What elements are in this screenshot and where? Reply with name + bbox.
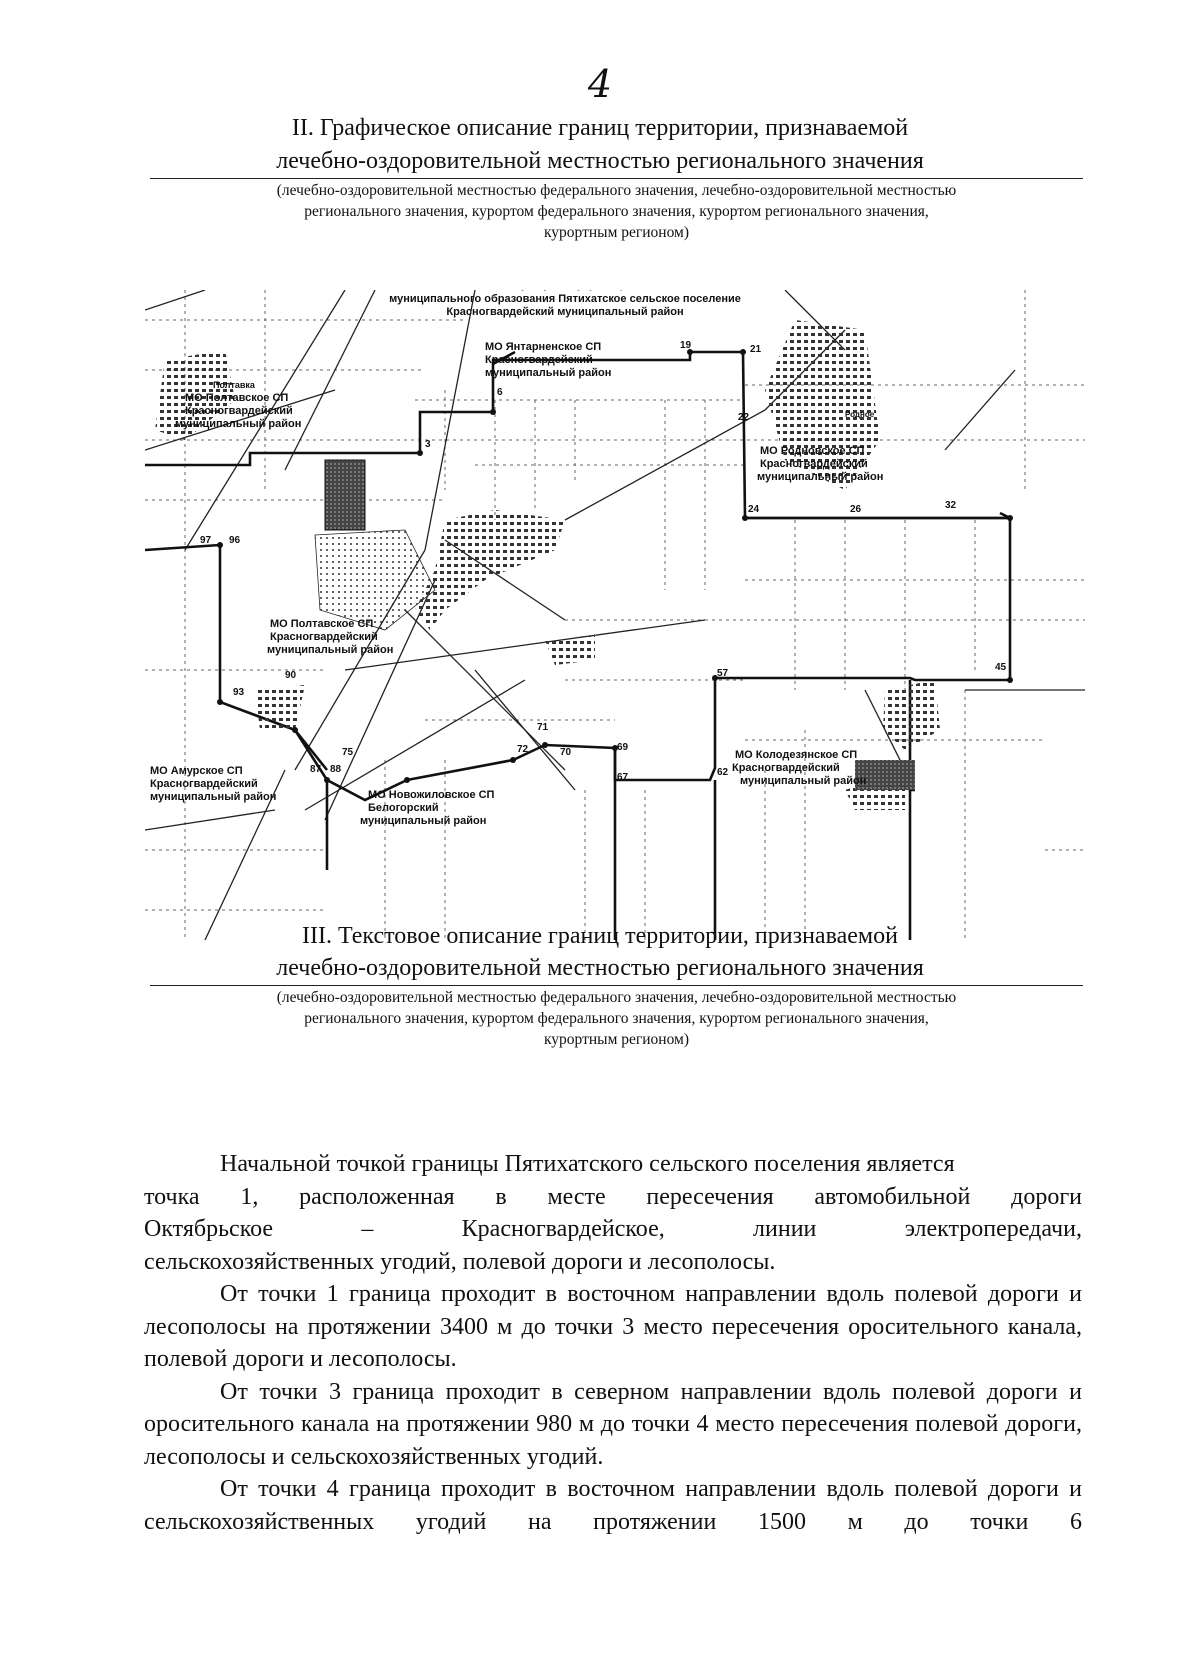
map-point-19: 19 <box>680 340 692 351</box>
paragraph-4: От точки 4 граница проходит в восточном направлении вдоль полевой дороги и сельскохозяйственных угодий на протяжении 1500 м до точки 6 <box>144 1476 1082 1535</box>
section-3-title-line-2: лечебно-оздоровительной местностью регионального значения <box>276 955 924 981</box>
section-3-title-line-1: III. Текстовое описание границ территории, признаваемой <box>302 923 898 949</box>
map-point-57: 57 <box>717 668 729 679</box>
map-point-88: 88 <box>330 764 342 775</box>
label-yantar-line-1: МО Янтарненское СП <box>485 341 602 353</box>
label-novozh-line-3: муниципальный район <box>360 815 487 827</box>
word-elektroperedachi: электропередачи, <box>904 1216 1082 1242</box>
section-2-rule <box>150 178 1083 179</box>
map-point-6: 6 <box>497 387 503 398</box>
label-poltav-north-line-1: МО Полтавское СП <box>185 392 289 404</box>
paragraph-1-line-3 <box>144 1213 1082 1246</box>
section-2-subtitle-line-3: курортным регионом) <box>543 224 690 241</box>
label-poltavka-village: Полтавка <box>213 380 255 390</box>
map-point-87: 87 <box>310 764 322 775</box>
map-point-71: 71 <box>537 722 549 733</box>
map-point-97: 97 <box>200 535 212 546</box>
word-dash: – <box>361 1216 374 1242</box>
map-point-90: 90 <box>285 670 297 681</box>
paragraph-2: От точки 1 граница проходит в восточном направлении вдоль полевой дороги и лесополосы на протяжении 3400 м до точки 3 место пересечения оросительного канала, полевой дороги и лесополосы. <box>144 1281 1082 1372</box>
word-oktyabrskoe: Октябрьское <box>144 1216 274 1242</box>
map-point-32: 32 <box>945 500 957 511</box>
label-novozh-line-2: Белогорский <box>368 802 439 814</box>
label-kolod-line-2: Красногвардейский <box>732 762 840 774</box>
word-linii: линии <box>753 1216 817 1242</box>
map-point-21: 21 <box>750 344 762 355</box>
section-2-title-line-1: II. Графическое описание границ территории, признаваемой <box>291 115 909 141</box>
map-title-line-2: муниципального образования Пятихатское сельское поселение <box>389 293 741 305</box>
word-krasnogvardeyskoe: Красногвардейское, <box>461 1216 665 1242</box>
map-point-75: 75 <box>342 747 354 758</box>
label-yantar-line-2: Красногвардейский <box>485 354 593 366</box>
map-point-62: 62 <box>717 767 729 778</box>
map-point-24: 24 <box>748 504 760 515</box>
paragraph-1-line-2: точка 1, расположенная в месте пересечения автомобильной дороги <box>144 1183 1082 1210</box>
section-2-subtitle <box>150 180 1083 243</box>
label-poltav-south-line-1: МО Полтавское СП <box>270 618 374 630</box>
label-amur-line-3: муниципальный район <box>150 791 277 803</box>
label-kolod-line-1: МО Колодезянское СП <box>735 749 858 761</box>
map-title-line-1-visible <box>508 290 622 291</box>
map-point-69: 69 <box>617 742 629 753</box>
label-kolod-line-3: муниципальный район <box>740 775 867 787</box>
section-3-subtitle <box>150 987 1083 1050</box>
section-2-subtitle-line-2: регионального значения, курортом федерального значения, курортом регионального значения, <box>304 203 929 220</box>
section-3-rule <box>150 985 1083 986</box>
label-amur-line-1: МО Амурское СП <box>150 765 243 777</box>
paragraph-3: От точки 3 граница проходит в северном направлении вдоль полевой дороги и оросительного канала на протяжении 980 м до точки 4 место пересечения полевой дороги, лесополосы и сельскохозяйственных угодий. <box>144 1378 1082 1470</box>
map-point-45: 45 <box>995 662 1007 673</box>
section-2-subtitle-line-1: (лечебно-оздоровительной местностью федерального значения, лечебно-оздоровительной местностью <box>276 182 957 199</box>
map-point-26: 26 <box>850 504 862 515</box>
map-point-3: 3 <box>425 439 431 450</box>
label-rodnov-line-3: муниципальный район <box>757 471 884 483</box>
label-rodnov-line-1: МО Родновское СП <box>760 445 865 457</box>
paragraph-1-line-1: Начальной точкой границы Пятихатского сельского поселения является <box>220 1151 955 1177</box>
label-rodnov-line-2: Красногвардейский <box>760 458 868 470</box>
boundary-description <box>144 1148 1082 1538</box>
map-point-70: 70 <box>560 747 572 758</box>
label-amur-line-2: Красногвардейский <box>150 778 258 790</box>
section-2-title-line-2: лечебно-оздоровительной местностью регионального значения <box>276 148 924 174</box>
map-title-line-3: Красногвардейский муниципальный район <box>446 306 684 318</box>
section-3-subtitle-line-3: курортным регионом) <box>543 1031 690 1048</box>
boundary-map <box>145 290 1085 940</box>
label-yantar-line-3: муниципальный район <box>485 367 612 379</box>
label-poltav-south-line-2: Красногвардейский <box>270 631 378 643</box>
page-number: 4 <box>587 62 613 106</box>
map-point-93: 93 <box>233 687 245 698</box>
map-point-22: 22 <box>738 412 750 423</box>
map-point-67: 67 <box>617 772 629 783</box>
label-poltav-north-line-2: Красногвардейский <box>185 405 293 417</box>
label-rodnoe-village: Родное <box>845 410 875 419</box>
label-novozh-line-1: МО Новожиловское СП <box>368 789 495 801</box>
map-point-72: 72 <box>517 744 529 755</box>
map-point-96: 96 <box>229 535 241 546</box>
paragraph-1-line-4: сельскохозяйственных угодий, полевой дороги и лесополосы. <box>144 1248 776 1275</box>
label-poltav-north-line-3: муниципальный район <box>175 418 302 430</box>
section-3-subtitle-line-2: регионального значения, курортом федерального значения, курортом регионального значения, <box>304 1010 929 1027</box>
label-poltav-south-line-3: муниципальный район <box>267 644 394 656</box>
section-3-subtitle-line-1: (лечебно-оздоровительной местностью федерального значения, лечебно-оздоровительной местностью <box>276 989 957 1006</box>
